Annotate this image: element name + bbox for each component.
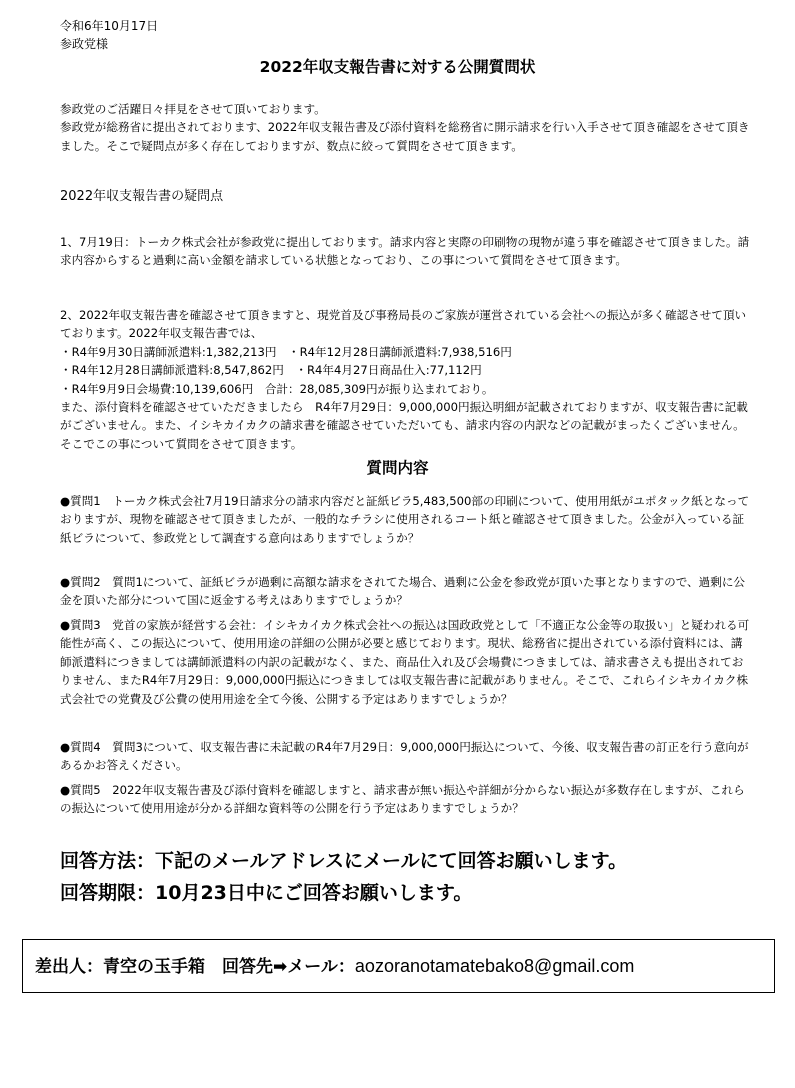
point-1-paragraph bbox=[60, 233, 750, 270]
question-5-text: ●質問5 2022年収支報告書及び添付資料を確認しますと、請求書が無い振込や詳細が分からない振込が多数存在しますが、これらの振込について使用用途が分かる詳細な資料等の公開を行う予定はありますでしょうか？ bbox=[60, 783, 745, 816]
document-title: 2022年収支報告書に対する公開質問状 bbox=[259, 58, 536, 76]
arrow-right-icon: ➡ bbox=[273, 957, 288, 977]
question-3-text: ●質問3 党首の家族が経営する会社：イシキカイカク株式会社への振込は国政政党として「不適正な公金等の取扱い」と疑われる可能性が高く、この振込について、使用用途の詳細の公開が必要と感じております。現状、総務省に提出されている添付資料には、講師派遣料につきましては講師派遣料の内訳の記載がなく、また、商品仕入れ及び会場費につきましては、請求書さえも提出されておりません、またR4年7月29日：9,000,000円振込につきましては収支報告書に記載がありません。そこで、これらイシキカイカク株式会社での党費及び公費の使用用途を全て今後、公開する予定はありますでしょうか？ bbox=[60, 618, 750, 706]
intro-line-2: 参政党が総務省に提出されております、2022年収支報告書及び添付資料を総務省に開示請求を行い入手させて頂き確認をさせて頂きました。そこで疑問点が多く存在しておりますが、数点に絞って質問をさせて頂きます。 bbox=[60, 120, 750, 153]
point-2-paragraph bbox=[60, 306, 750, 453]
question-1 bbox=[60, 492, 750, 547]
point-2-intro: 2、2022年収支報告書を確認させて頂きますと、現党首及び事務局長のご家族が運営されている会社への振込が多く確認させて頂いております。2022年収支報告書では、 bbox=[60, 308, 747, 341]
answer-deadline: 回答期限：10月23日中にご回答お願いします。 bbox=[60, 882, 473, 904]
point-2-item: ・R4年9月9日会場費:10,139,606円 合計：28,085,309円が振り込まれており。 bbox=[60, 381, 494, 396]
answer-method: 回答方法：下記のメールアドレスにメールにて回答お願いします。 bbox=[60, 850, 628, 872]
intro-line-1: 参政党のご活躍日々拝見をさせて頂いております。 bbox=[60, 102, 326, 116]
questions-heading: 質問内容 bbox=[366, 459, 429, 477]
contact-email[interactable]: aozoranotamatebako8@gmail.com bbox=[354, 956, 635, 976]
question-1-text: ●質問1 トーカク株式会社7月19日請求分の請求内容だと証紙ビラ5,483,500部の印刷について、使用用紙がユポタック紙となっておりますが、現物を確認させて頂きましたが、一般的なチラシに使用されるコート紙と確認させて頂きました。公金が入っている証紙ビラについて、参政党として調査する意向はありますでしょうか？ bbox=[60, 494, 750, 545]
intro-paragraph bbox=[60, 100, 750, 155]
question-5 bbox=[60, 781, 750, 818]
sender-line bbox=[35, 954, 634, 979]
sender-label: 差出人：青空の玉手箱 回答先 bbox=[35, 957, 273, 977]
question-3 bbox=[60, 616, 750, 708]
question-2-text: ●質問2 質問1について、証紙ビラが過剰に高額な請求をされてた場合、過剰に公金を参政党が頂いた事となりますので、過剰に公金を頂いた部分について国に返金する考えはありますでしょうか？ bbox=[60, 575, 746, 608]
point-1-text: 1、7月19日：トーカク株式会社が参政党に提出しております。請求内容と実際の印刷物の現物が違う事を確認させて頂きました。請求内容からすると過剰に高い金額を請求している状態となっており、この事について質問をさせて頂きます。 bbox=[60, 235, 750, 268]
addressee: 参政党様 bbox=[60, 37, 109, 51]
point-2-item: ・R4年9月30日講師派遣料:1,382,213円 ・R4年12月28日講師派遣料:7,938,516円 bbox=[60, 344, 512, 359]
question-2 bbox=[60, 573, 750, 610]
point-2-outro: また、添付資料を確認させていただきましたら R4年7月29日：9,000,000円振込明細が記載されておりますが、収支報告書に記載がございません。また、イシキカイカクの請求書を確認させていただいても、請求内容の内訳などの記載がまったくございません。そこでこの事について質問をさせて頂きます。 bbox=[60, 400, 748, 451]
question-4 bbox=[60, 738, 750, 775]
document-date: 令和6年10月17日 bbox=[60, 19, 159, 33]
mail-label: メール： bbox=[287, 957, 355, 977]
sender-box bbox=[22, 939, 775, 993]
point-2-item: ・R4年12月28日講師派遣料:8,547,862円 ・R4年4月27日商品仕入:77,112円 bbox=[60, 363, 482, 378]
question-4-text: ●質問4 質問3について、収支報告書に未記載のR4年7月29日：9,000,000円振込について、今後、収支報告書の訂正を行う意向があるかお答えください。 bbox=[60, 740, 749, 773]
section-heading: 2022年収支報告書の疑問点 bbox=[60, 189, 224, 204]
